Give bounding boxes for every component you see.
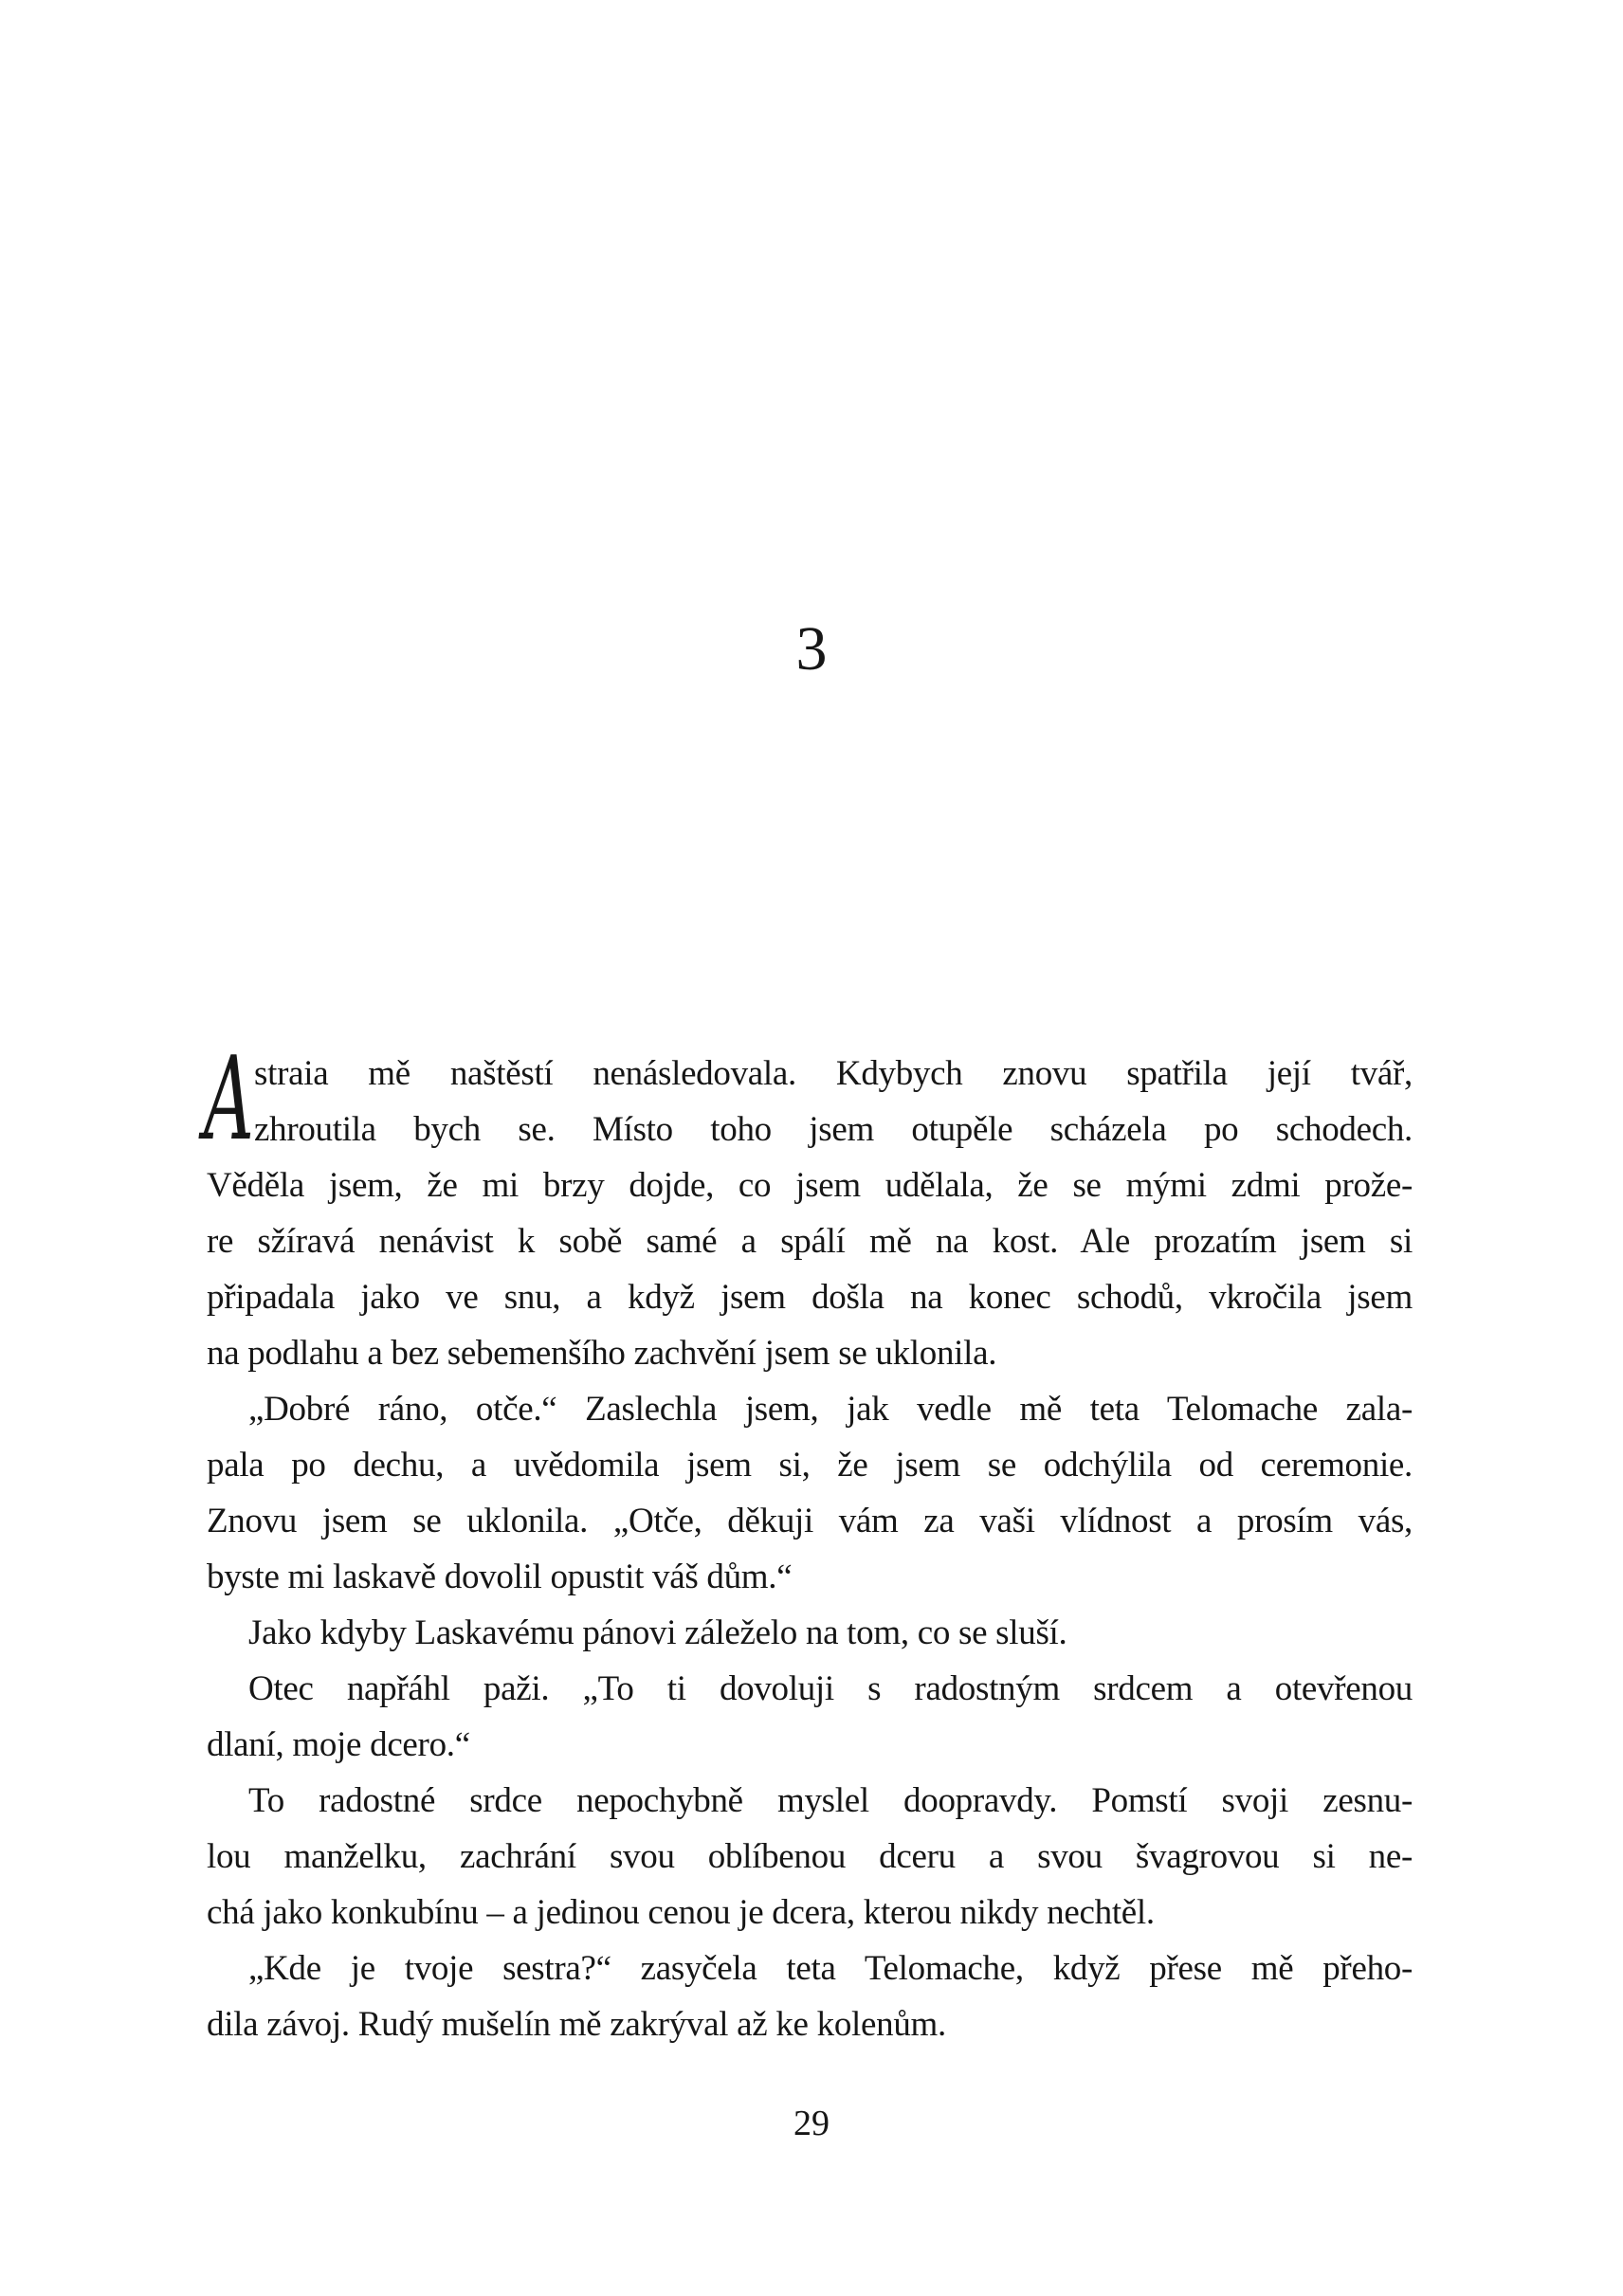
paragraph [207, 1773, 1413, 1941]
drop-cap-letter: A [204, 1031, 254, 1166]
text-line: „Dobré ráno, otče.“ Zaslechla jsem, jak vedle mě teta Telomache zala- [248, 1390, 1413, 1429]
text-line: pala po dechu, a uvědomila jsem si, že jsem se odchýlila od ceremonie. [207, 1446, 1413, 1485]
paragraph [207, 1941, 1413, 2052]
text-line: Znovu jsem se uklonila. „Otče, děkuji vám za vaši vlídnost a prosím vás, [207, 1502, 1413, 1540]
text-line: zhroutila bych se. Místo toho jsem otupěle scházela po schodech. [254, 1110, 1413, 1149]
text-line: Jako kdyby Laskavému pánovi záleželo na tom, co se sluší. [248, 1613, 1067, 1652]
paragraph [207, 1605, 1413, 1661]
text-line: na podlahu a bez sebemenšího zachvění jsem se uklonila. [207, 1334, 997, 1373]
text-line: To radostné srdce nepochybně myslel doopravdy. Pomstí svoji zesnu- [248, 1781, 1413, 1820]
text-line: lou manželku, zachrání svou oblíbenou dceru a svou švagrovou si ne- [207, 1837, 1413, 1876]
text-line: Otec napřáhl paži. „To ti dovoluji s radostným srdcem a otevřenou [248, 1669, 1413, 1708]
text-line: straia mě naštěstí nenásledovala. Kdybych znovu spatřila její tvář, [254, 1054, 1413, 1093]
paragraph [207, 1381, 1413, 1605]
paragraph [207, 1661, 1413, 1773]
text-line: připadala jako ve snu, a když jsem došla na konec schodů, vkročila jsem [207, 1278, 1413, 1317]
paragraph [207, 1046, 1413, 1381]
page-number: 29 [793, 2104, 830, 2143]
chapter-number: 3 [795, 614, 828, 683]
text-line: re sžíravá nenávist k sobě samé a spálí mě na kost. Ale prozatím jsem si [207, 1222, 1413, 1261]
text-line: dlaní, moje dcero.“ [207, 1725, 470, 1764]
text-line: dila závoj. Rudý mušelín mě zakrýval až ke kolenům. [207, 2005, 946, 2044]
text-line: chá jako konkubínu – a jedinou cenou je dcera, kterou nikdy nechtěl. [207, 1893, 1155, 1932]
text-block [207, 1046, 1413, 2052]
text-line: byste mi laskavě dovolil opustit váš dům.“ [207, 1558, 793, 1596]
text-line: „Kde je tvoje sestra?“ zasyčela teta Telomache, když přese mě přeho- [248, 1949, 1413, 1988]
text-line: Věděla jsem, že mi brzy dojde, co jsem udělala, že se mými zdmi prože- [207, 1166, 1413, 1205]
